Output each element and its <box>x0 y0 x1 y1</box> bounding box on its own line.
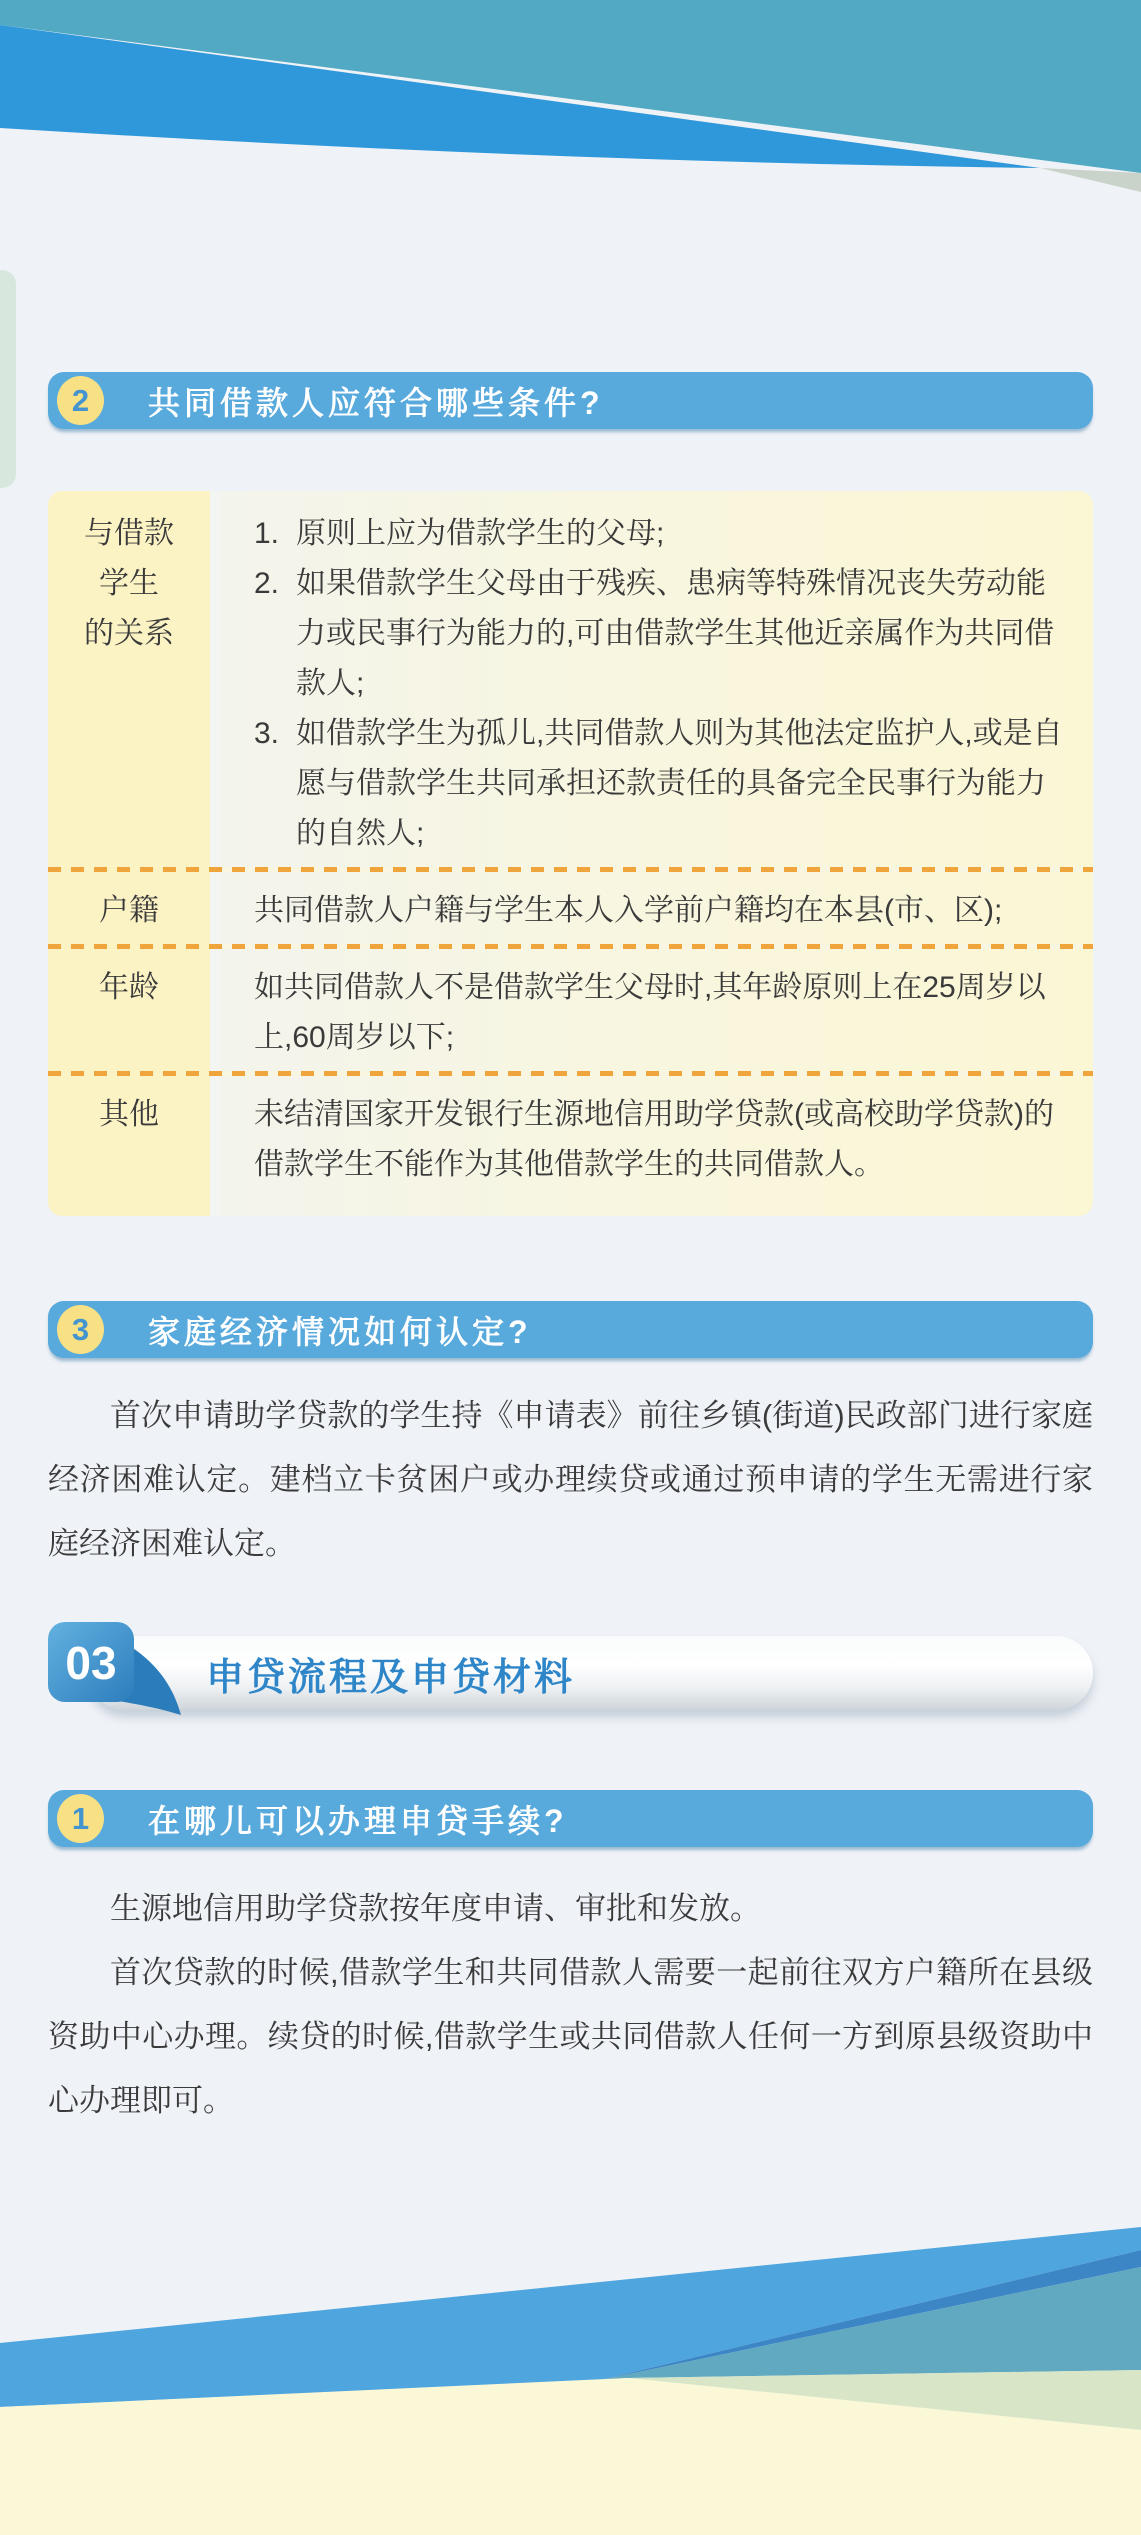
question-number-badge: 1 <box>57 1794 104 1843</box>
list-item <box>254 559 1063 709</box>
part-title-pill <box>88 1636 1093 1710</box>
list-text: 原则上应为借款学生的父母; <box>296 517 665 550</box>
table-row <box>48 491 1093 867</box>
top-wave-decoration <box>0 0 1141 195</box>
list-item <box>254 509 1063 559</box>
column-gutter <box>210 491 220 867</box>
row-label-line: 与借款 <box>84 517 174 550</box>
list-text: 如借款学生为孤儿,共同借款人则为其他法定监护人,或是自愿与借款学生共同承担还款责任的具备完全民事行为能力的自然人; <box>296 717 1063 850</box>
row-label-line: 学生 <box>99 567 159 600</box>
column-gutter <box>210 949 220 1071</box>
body-paragraph: 生源地信用助学贷款按年度申请、审批和发放。 <box>110 1891 761 1926</box>
part-number-badge <box>48 1622 198 1722</box>
list-number: 1. <box>254 517 280 550</box>
question-number-badge: 2 <box>57 376 104 425</box>
row-label: 户籍 <box>48 872 210 944</box>
footer-wave-decoration <box>0 2170 1141 2535</box>
row-label: 年龄 <box>48 949 210 1071</box>
table-row <box>48 1076 1093 1216</box>
row-label <box>48 491 210 867</box>
list-text: 如果借款学生父母由于残疾、患病等特殊情况丧失劳动能力或民事行为能力的,可由借款学生其他近亲属作为共同借款人; <box>296 567 1055 700</box>
list-item <box>254 709 1063 859</box>
question-title: 共同借款人应符合哪些条件? <box>148 384 604 421</box>
list-number: 2. <box>254 567 280 600</box>
question-banner-1 <box>48 1790 1093 1847</box>
table-row <box>48 949 1093 1071</box>
row-content: 如共同借款人不是借款学生父母时,其年龄原则上在25周岁以上,60周岁以下; <box>220 949 1093 1071</box>
row-content: 共同借款人户籍与学生本人入学前户籍均在本县(市、区); <box>220 872 1093 944</box>
question-title: 家庭经济情况如何认定? <box>148 1313 532 1350</box>
question-number-badge: 3 <box>57 1305 104 1354</box>
part-title: 申贷流程及申贷材料 <box>206 1656 576 1699</box>
question-banner-3 <box>48 1301 1093 1358</box>
body-paragraph: 首次申请助学贷款的学生持《申请表》前往乡镇(街道)民政部门进行家庭经济困难认定。建档立卡贫困户或办理续贷或通过预申请的学生无需进行家庭经济困难认定。 <box>48 1398 1093 1561</box>
column-gutter <box>210 872 220 944</box>
row-content: 未结清国家开发银行生源地信用助学贷款(或高校助学贷款)的借款学生不能作为其他借款学生的共同借款人。 <box>220 1076 1093 1216</box>
table-row <box>48 872 1093 944</box>
part-03-header <box>48 1622 1093 1722</box>
question-banner-2 <box>48 372 1093 429</box>
list-number: 3. <box>254 717 280 750</box>
column-gutter <box>210 1076 220 1216</box>
row-content <box>220 491 1093 867</box>
answer-paragraphs <box>48 1877 1093 2133</box>
co-borrower-conditions-table <box>48 491 1093 1216</box>
row-label: 其他 <box>48 1076 210 1216</box>
row-label-line: 的关系 <box>84 617 174 650</box>
part-number: 03 <box>65 1637 117 1689</box>
body-paragraph: 首次贷款的时候,借款学生和共同借款人需要一起前往双方户籍所在县级资助中心办理。续贷的时候,借款学生或共同借款人任何一方到原县级资助中心办理即可。 <box>48 1955 1093 2118</box>
page-content <box>0 372 1141 2133</box>
question-title: 在哪儿可以办理申贷手续? <box>148 1802 568 1839</box>
